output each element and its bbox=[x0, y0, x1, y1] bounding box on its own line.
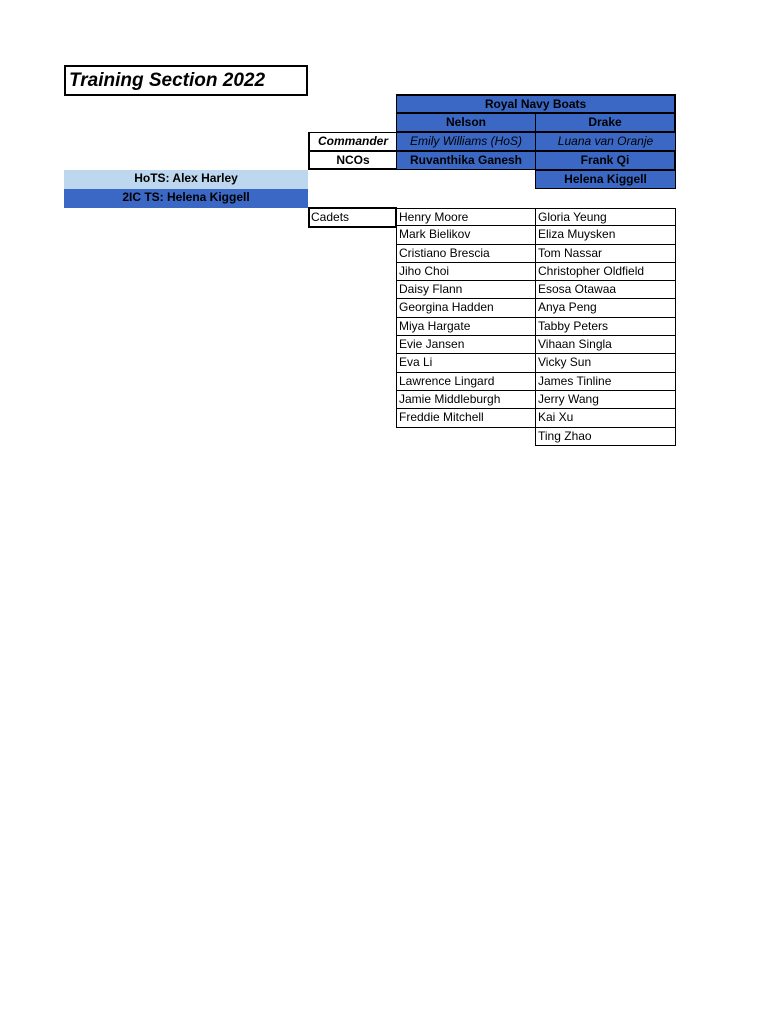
sheet-title: Training Section 2022 bbox=[64, 65, 308, 96]
cadet-nelson-6: Georgina Hadden bbox=[396, 299, 536, 317]
cadet-drake-4: Christopher Oldfield bbox=[535, 263, 676, 281]
ncos-label: NCOs bbox=[308, 151, 397, 170]
commander-label: Commander bbox=[308, 132, 397, 151]
cadet-nelson-9: Eva Li bbox=[396, 354, 536, 372]
cadet-nelson-4: Jiho Choi bbox=[396, 263, 536, 281]
cadets-nelson-column bbox=[396, 208, 536, 428]
cadet-nelson-11: Jamie Middleburgh bbox=[396, 391, 536, 409]
ncos-nelson: Ruvanthika Ganesh bbox=[396, 151, 536, 170]
ncos-drake-extra: Helena Kiggell bbox=[535, 170, 676, 189]
cadet-drake-10: James Tinline bbox=[535, 373, 676, 391]
cadet-drake-13: Ting Zhao bbox=[535, 428, 676, 446]
group-header: Royal Navy Boats bbox=[396, 94, 676, 113]
cadet-nelson-1: Henry Moore bbox=[396, 208, 536, 226]
cadet-nelson-5: Daisy Flann bbox=[396, 281, 536, 299]
cadet-drake-3: Tom Nassar bbox=[535, 245, 676, 263]
cadet-nelson-10: Lawrence Lingard bbox=[396, 373, 536, 391]
ncos-drake: Frank Qi bbox=[535, 151, 676, 170]
cadet-drake-8: Vihaan Singla bbox=[535, 336, 676, 354]
boat-header-drake: Drake bbox=[535, 113, 676, 132]
cadet-drake-6: Anya Peng bbox=[535, 299, 676, 317]
cadet-drake-11: Jerry Wang bbox=[535, 391, 676, 409]
cadet-drake-2: Eliza Muysken bbox=[535, 226, 676, 244]
commander-drake: Luana van Oranje bbox=[535, 132, 676, 151]
twoic-cell: 2IC TS: Helena Kiggell bbox=[64, 189, 308, 208]
cadet-drake-12: Kai Xu bbox=[535, 409, 676, 427]
cadet-drake-1: Gloria Yeung bbox=[535, 208, 676, 226]
cadet-nelson-7: Miya Hargate bbox=[396, 318, 536, 336]
cadets-drake-column bbox=[535, 208, 676, 446]
commander-nelson: Emily Williams (HoS) bbox=[396, 132, 536, 151]
cadet-nelson-3: Cristiano Brescia bbox=[396, 245, 536, 263]
cadet-drake-9: Vicky Sun bbox=[535, 354, 676, 372]
cadet-nelson-8: Evie Jansen bbox=[396, 336, 536, 354]
cadet-drake-7: Tabby Peters bbox=[535, 318, 676, 336]
cadet-nelson-12: Freddie Mitchell bbox=[396, 409, 536, 427]
cadet-nelson-2: Mark Bielikov bbox=[396, 226, 536, 244]
cadets-label: Cadets bbox=[308, 207, 397, 228]
hots-cell: HoTS: Alex Harley bbox=[64, 170, 308, 189]
boat-header-nelson: Nelson bbox=[396, 113, 536, 132]
cadet-drake-5: Esosa Otawaa bbox=[535, 281, 676, 299]
